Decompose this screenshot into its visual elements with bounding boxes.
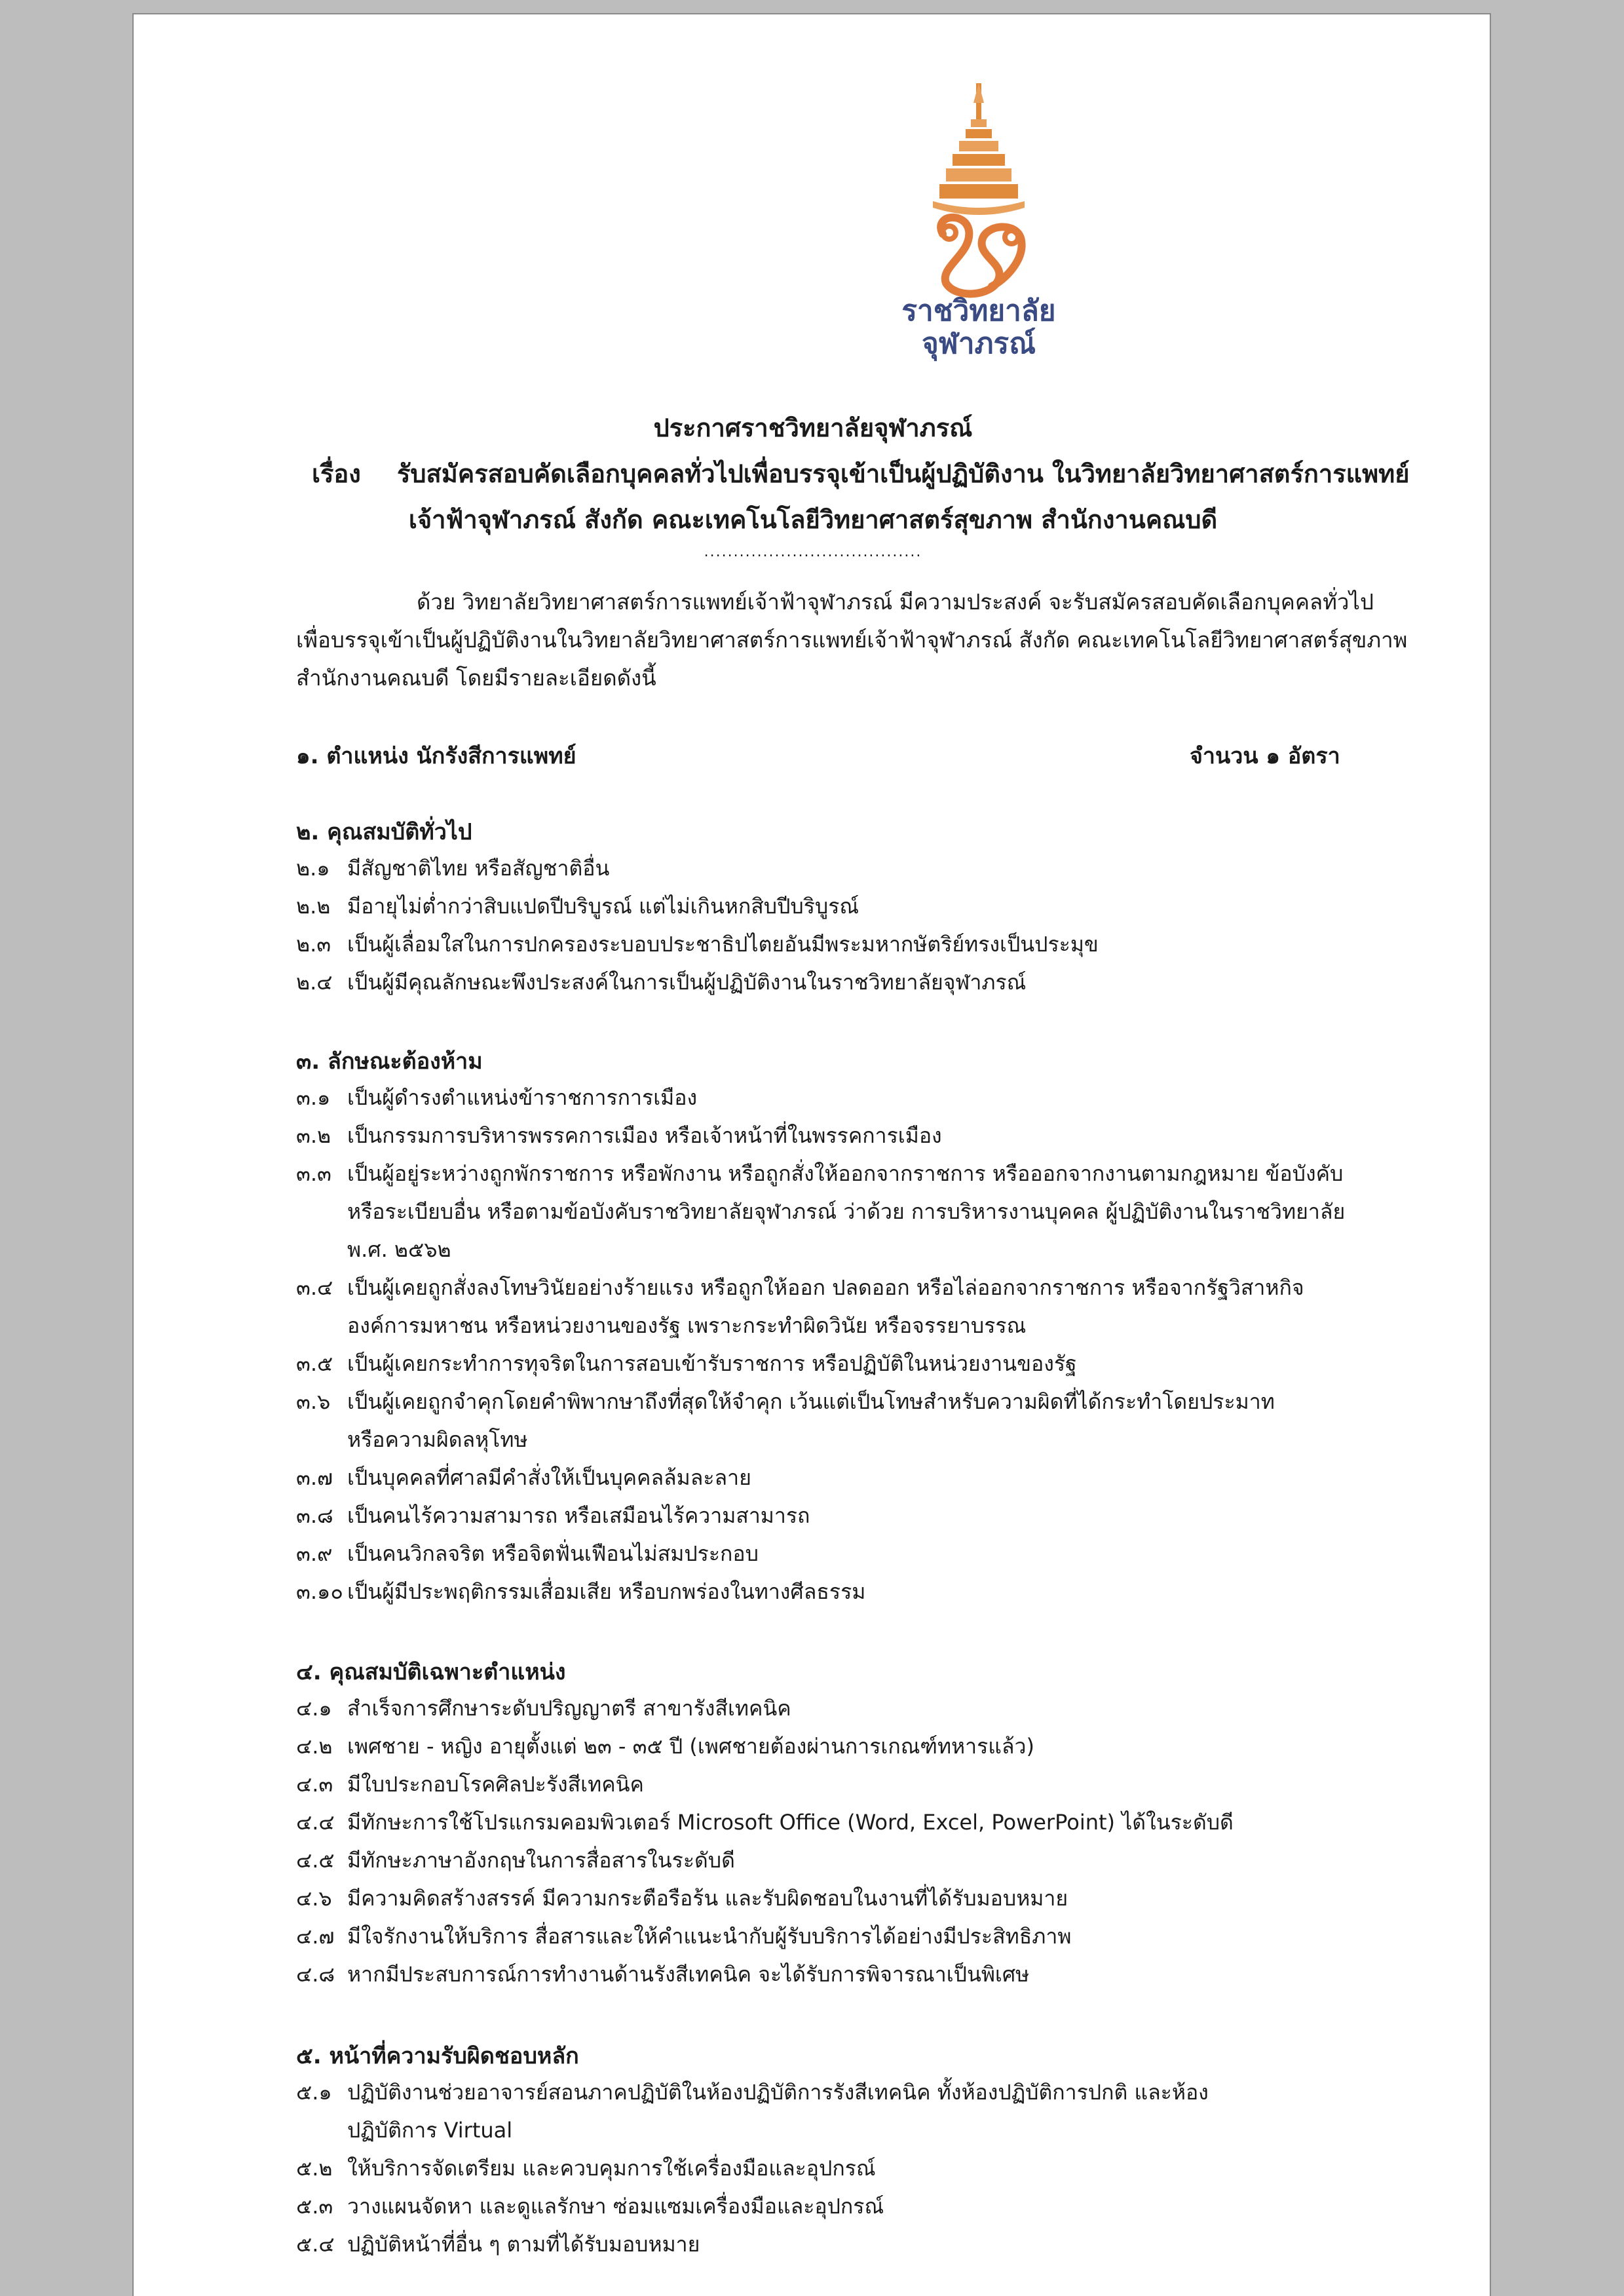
list-item-text: ปฏิบัติการ Virtual [347, 2118, 513, 2143]
list-item-number: ๒.๔ [296, 970, 333, 995]
list-item-text: ให้บริการจัดเตรียม และควบคุมการใช้เครื่องมือและอุปกรณ์ [347, 2156, 876, 2181]
list-item-text: เป็นผู้ดำรงตำแหน่งข้าราชการการเมือง [347, 1085, 698, 1110]
list-item-number: ๕.๑ [296, 2080, 332, 2105]
list-item-number: ๒.๓ [296, 932, 331, 957]
list-item-number: ๔.๓ [296, 1772, 333, 1797]
list-item-number: ๓.๔ [296, 1275, 333, 1300]
list-item-text: เป็นผู้เลื่อมใสในการปกครองระบอบประชาธิปไตยอันมีพระมหากษัตริย์ทรงเป็นประมุข [347, 932, 1099, 957]
logo-text-line1: ราชวิทยาลัย [901, 294, 1056, 328]
crown-emblem-icon [894, 83, 1064, 299]
list-item-text: หากมีประสบการณ์การทำงานด้านรังสีเทคนิค จะได้รับการพิจารณาเป็นพิเศษ [347, 1962, 1030, 1987]
list-item-text: สำเร็จการศึกษาระดับปริญญาตรี สาขารังสีเทคนิค [347, 1696, 791, 1721]
list-item-text: เป็นผู้เคยถูกจำคุกโดยคำพิพากษาถึงที่สุดให้จำคุก เว้นแต่เป็นโทษสำหรับความผิดที่ได้กระทำโดยประมาท [347, 1389, 1275, 1414]
list-item-number: ๓.๑ [296, 1085, 331, 1110]
divider-dots: ..................................... [704, 544, 922, 560]
list-item-number: ๓.๗ [296, 1465, 333, 1490]
list-item-text: มีสัญชาติไทย หรือสัญชาติอื่น [347, 856, 610, 881]
section-5-heading: ๕. หน้าที่ความรับผิดชอบหลัก [296, 2043, 579, 2069]
list-item-text: เป็นคนไร้ความสามารถ หรือเสมือนไร้ความสามารถ [347, 1503, 810, 1528]
list-item-text: เพศชาย - หญิง อายุตั้งแต่ ๒๓ - ๓๕ ปี (เพศชายต้องผ่านการเกณฑ์ทหารแล้ว) [347, 1734, 1034, 1759]
position-label: ๑. ตำแหน่ง นักรังสีการแพทย์ [296, 743, 576, 769]
list-item-text: เป็นผู้เคยกระทำการทุจริตในการสอบเข้ารับราชการ หรือปฏิบัติในหน่วยงานของรัฐ [347, 1351, 1077, 1376]
intro-line-3: สำนักงานคณบดี โดยมีรายละเอียดดังนี้ [296, 665, 656, 691]
list-item-text: เป็นบุคคลที่ศาลมีคำสั่งให้เป็นบุคคลล้มละลาย [347, 1465, 751, 1490]
list-item-text: มีอายุไม่ต่ำกว่าสิบแปดปีบริบูรณ์ แต่ไม่เกินหกสิบปีบริบูรณ์ [347, 894, 859, 919]
section-3-heading: ๓. ลักษณะต้องห้าม [296, 1048, 483, 1075]
list-item-number: ๔.๖ [296, 1886, 332, 1911]
list-item-text: มีใจรักงานให้บริการ สื่อสารและให้คำแนะนำกับผู้รับบริการได้อย่างมีประสิทธิภาพ [347, 1924, 1072, 1949]
announcement-title: ประกาศราชวิทยาลัยจุฬาภรณ์ [653, 413, 973, 442]
list-item-number: ๔.๗ [296, 1924, 335, 1949]
list-item-number: ๕.๔ [296, 2232, 335, 2257]
document-page [132, 13, 1491, 2296]
list-item-number: ๕.๒ [296, 2156, 333, 2181]
list-item-number: ๔.๕ [296, 1848, 335, 1873]
list-item-text: เป็นผู้มีประพฤติกรรมเสื่อมเสีย หรือบกพร่องในทางศีลธรรม [347, 1579, 866, 1604]
subject-line-2: เจ้าฟ้าจุฬาภรณ์ สังกัด คณะเทคโนโลยีวิทยาศาสตร์สุขภาพ สำนักงานคณบดี [408, 505, 1218, 534]
list-item-text: เป็นผู้มีคุณลักษณะพึงประสงค์ในการเป็นผู้ปฏิบัติงานในราชวิทยาลัยจุฬาภรณ์ [347, 970, 1027, 995]
list-item-number: ๓.๓ [296, 1161, 331, 1186]
list-item-number: ๔.๑ [296, 1696, 332, 1721]
list-item-number: ๔.๘ [296, 1962, 335, 1987]
section-4-heading: ๔. คุณสมบัติเฉพาะตำแหน่ง [296, 1659, 566, 1685]
list-item-text: เป็นคนวิกลจริต หรือจิตฟั่นเฟือนไม่สมประกอบ [347, 1541, 759, 1566]
list-item-number: ๓.๙ [296, 1541, 333, 1566]
list-item-number: ๔.๒ [296, 1734, 333, 1759]
list-item-number: ๕.๓ [296, 2194, 333, 2219]
list-item-text: ปฏิบัติหน้าที่อื่น ๆ ตามที่ได้รับมอบหมาย [347, 2232, 700, 2257]
section-2-heading: ๒. คุณสมบัติทั่วไป [296, 819, 472, 845]
list-item-text: ปฏิบัติงานช่วยอาจารย์สอนภาคปฏิบัติในห้องปฏิบัติการรังสีเทคนิค ทั้งห้องปฏิบัติการปกติ และห้อง [347, 2080, 1209, 2105]
list-item-text: วางแผนจัดหา และดูแลรักษา ซ่อมแซมเครื่องมือและอุปกรณ์ [347, 2194, 884, 2219]
list-item-number: ๒.๒ [296, 894, 331, 919]
list-item-text: มีทักษะภาษาอังกฤษในการสื่อสารในระดับดี [347, 1848, 735, 1873]
list-item-text: มีใบประกอบโรคศิลปะรังสีเทคนิค [347, 1772, 644, 1797]
list-item-number: ๓.๖ [296, 1389, 331, 1414]
list-item-text: มีทักษะการใช้โปรแกรมคอมพิวเตอร์ Microsoft Office (Word, Excel, PowerPoint) ได้ในระดับดี [347, 1810, 1234, 1835]
list-item-number: ๓.๑๐ [296, 1579, 343, 1604]
logo-text-line2: จุฬาภรณ์ [921, 327, 1036, 360]
list-item-text: มีความคิดสร้างสรรค์ มีความกระตือรือร้น และรับผิดชอบในงานที่ได้รับมอบหมาย [347, 1886, 1068, 1911]
list-item-text: หรือระเบียบอื่น หรือตามข้อบังคับราชวิทยาลัยจุฬาภรณ์ ว่าด้วย การบริหารงานบุคคล ผู้ปฏิบัติงานในราชวิทยาลัย [347, 1199, 1346, 1224]
list-item-number: ๓.๒ [296, 1123, 331, 1148]
list-item-number: ๔.๔ [296, 1810, 335, 1835]
list-item-text: เป็นผู้อยู่ระหว่างถูกพักราชการ หรือพักงาน หรือถูกสั่งให้ออกจากราชการ หรือออกจากงานตามกฎหมาย ข้อบังคับ [347, 1161, 1344, 1186]
list-item-text: องค์การมหาชน หรือหน่วยงานของรัฐ เพราะกระทำผิดวินัย หรือจรรยาบรรณ [347, 1313, 1027, 1338]
intro-line-1: ด้วย วิทยาลัยวิทยาศาสตร์การแพทย์เจ้าฟ้าจุฬาภรณ์ มีความประสงค์ จะรับสมัครสอบคัดเลือกบุคคลทั่วไป [417, 589, 1374, 615]
intro-line-2: เพื่อบรรจุเข้าเป็นผู้ปฏิบัติงานในวิทยาลัยวิทยาศาสตร์การแพทย์เจ้าฟ้าจุฬาภรณ์ สังกัด คณะเทคโนโลยีวิทยาศาสตร์สุขภาพ [296, 627, 1408, 653]
subject-line-1: รับสมัครสอบคัดเลือกบุคคลทั่วไปเพื่อบรรจุเข้าเป็นผู้ปฏิบัติงาน ในวิทยาลัยวิทยาศาสตร์การแพทย์ [397, 459, 1410, 488]
university-logo [894, 83, 1064, 358]
list-item-text: เป็นผู้เคยถูกสั่งลงโทษวินัยอย่างร้ายแรง หรือถูกให้ออก ปลดออก หรือไล่ออกจากราชการ หรือจากรัฐวิสาหกิจ [347, 1275, 1304, 1300]
subject-label: เรื่อง [312, 459, 361, 488]
position-count: จำนวน ๑ อัตรา [1190, 743, 1340, 769]
list-item-number: ๒.๑ [296, 856, 330, 881]
list-item-text: หรือความผิดลหุโทษ [347, 1427, 528, 1452]
list-item-number: ๓.๘ [296, 1503, 333, 1528]
list-item-number: ๓.๕ [296, 1351, 333, 1376]
list-item-text: พ.ศ. ๒๕๖๒ [347, 1237, 451, 1262]
list-item-text: เป็นกรรมการบริหารพรรคการเมือง หรือเจ้าหน้าที่ในพรรคการเมือง [347, 1123, 942, 1148]
